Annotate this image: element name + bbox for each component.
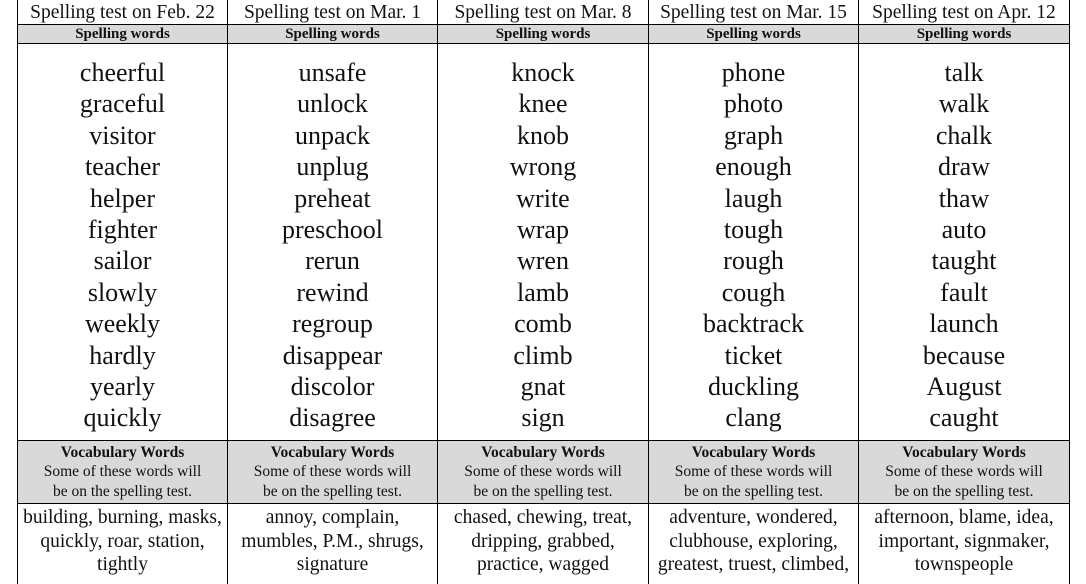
spelling-word: sign xyxy=(521,403,565,433)
vocabulary-header xyxy=(17,441,227,504)
spelling-word: write xyxy=(516,183,570,213)
spelling-word: knock xyxy=(511,58,575,87)
spelling-word-list xyxy=(648,44,858,441)
spelling-word: comb xyxy=(514,309,572,339)
spelling-words-header-row xyxy=(17,25,1070,44)
vocabulary-header xyxy=(437,441,648,504)
spelling-word: knee xyxy=(518,89,568,119)
vocabulary-header xyxy=(227,441,437,504)
spelling-word-list xyxy=(858,44,1070,441)
spelling-word: tough xyxy=(723,215,784,245)
spelling-words-label: Spelling words xyxy=(437,25,648,44)
vocabulary-note: Some of these words will xyxy=(464,463,622,480)
vocabulary-note: be on the spelling test. xyxy=(262,483,403,500)
vocabulary-title: Vocabulary Words xyxy=(481,444,605,461)
test-date-title: Spelling test on Mar. 15 xyxy=(648,0,858,25)
spelling-word: walk xyxy=(938,89,990,119)
vocabulary-header xyxy=(648,441,858,504)
spelling-word: unpack xyxy=(294,120,371,150)
test-date-title: Spelling test on Mar. 1 xyxy=(227,0,437,25)
spelling-word: wrong xyxy=(509,152,577,182)
spelling-word: talk xyxy=(944,58,984,87)
spelling-word: enough xyxy=(715,152,792,182)
spelling-word: quickly xyxy=(83,403,162,433)
spelling-word: visitor xyxy=(89,120,156,150)
spelling-words-label: Spelling words xyxy=(17,25,227,44)
vocabulary-note: be on the spelling test. xyxy=(683,483,824,500)
spelling-word: sailor xyxy=(93,246,152,276)
vocabulary-header xyxy=(858,441,1070,504)
vocabulary-words: afternoon, blame, idea, important, signmaker, townspeople xyxy=(858,504,1070,584)
spelling-word: cough xyxy=(721,277,786,307)
vocabulary-note: be on the spelling test. xyxy=(894,483,1034,500)
spelling-word-list xyxy=(17,44,227,441)
spelling-words-label: Spelling words xyxy=(648,25,858,44)
vocabulary-note: be on the spelling test. xyxy=(473,483,613,500)
vocabulary-words-row xyxy=(17,504,1070,584)
spelling-word: laugh xyxy=(724,183,783,213)
spelling-word: unlock xyxy=(297,89,368,119)
spelling-word: wrap xyxy=(517,215,569,245)
spelling-word: hardly xyxy=(89,340,156,370)
spelling-word: regroup xyxy=(292,309,373,339)
vocabulary-note: be on the spelling test. xyxy=(52,483,193,500)
spelling-word: rerun xyxy=(305,246,360,276)
vocabulary-title: Vocabulary Words xyxy=(270,444,395,461)
spelling-word: backtrack xyxy=(702,309,805,339)
spelling-word: disappear xyxy=(282,340,383,370)
spelling-word: clang xyxy=(725,403,782,433)
spelling-words-label: Spelling words xyxy=(858,25,1070,44)
spelling-word: fighter xyxy=(87,215,158,245)
vocabulary-note: Some of these words will xyxy=(253,463,412,480)
test-date-row xyxy=(17,0,1070,25)
spelling-word: yearly xyxy=(90,372,155,402)
spelling-word: helper xyxy=(90,183,155,213)
spelling-word-list xyxy=(437,44,648,441)
spelling-word: phone xyxy=(721,58,786,87)
spelling-word: thaw xyxy=(938,183,990,213)
spelling-word: graceful xyxy=(79,89,166,119)
vocabulary-title: Vocabulary Words xyxy=(60,444,185,461)
test-date-title: Spelling test on Mar. 8 xyxy=(437,0,648,25)
spelling-word: slowly xyxy=(87,277,158,307)
spelling-words-row xyxy=(17,44,1070,441)
spelling-word: photo xyxy=(723,89,784,119)
spelling-word: disagree xyxy=(289,403,376,433)
test-date-title: Spelling test on Apr. 12 xyxy=(858,0,1070,25)
vocabulary-words: adventure, wondered, clubhouse, exploring, greatest, truest, climbed, xyxy=(648,504,858,584)
spelling-word-list xyxy=(227,44,437,441)
vocabulary-words: chased, chewing, treat, dripping, grabbed, practice, wagged xyxy=(437,504,648,584)
vocabulary-note: Some of these words will xyxy=(43,463,202,480)
vocabulary-words: annoy, complain, mumbles, P.M., shrugs, signature xyxy=(227,504,437,584)
spelling-word: launch xyxy=(929,309,999,339)
spelling-word: duckling xyxy=(708,372,799,402)
vocabulary-note: Some of these words will xyxy=(885,463,1043,480)
vocabulary-words: building, burning, masks, quickly, roar, station, tightly xyxy=(17,504,227,584)
spelling-table xyxy=(17,0,1070,584)
vocabulary-title: Vocabulary Words xyxy=(902,444,1026,461)
spelling-word: unsafe xyxy=(298,58,367,87)
spelling-word: rough xyxy=(723,246,784,276)
spelling-word: cheerful xyxy=(79,58,166,87)
spelling-word: preschool xyxy=(281,215,384,245)
spelling-word: teacher xyxy=(84,152,161,182)
test-date-title: Spelling test on Feb. 22 xyxy=(17,0,227,25)
vocabulary-note: Some of these words will xyxy=(674,463,833,480)
spelling-word: taught xyxy=(931,246,997,276)
vocabulary-header-row xyxy=(17,441,1070,504)
spelling-word: lamb xyxy=(517,277,569,307)
spelling-word: wren xyxy=(517,246,569,276)
spelling-words-label: Spelling words xyxy=(227,25,437,44)
spelling-word: weekly xyxy=(84,309,161,339)
spelling-word: gnat xyxy=(520,372,566,402)
spelling-word: rewind xyxy=(296,277,369,307)
spelling-word: climb xyxy=(513,340,573,370)
spelling-word: ticket xyxy=(724,340,783,370)
spelling-word: unplug xyxy=(296,152,369,182)
spelling-word: because xyxy=(922,340,1006,370)
spelling-word: draw xyxy=(938,152,990,182)
spelling-word: discolor xyxy=(290,372,375,402)
spelling-word: caught xyxy=(929,403,999,433)
spelling-word: chalk xyxy=(935,120,993,150)
vocabulary-title: Vocabulary Words xyxy=(691,444,816,461)
spelling-word: graph xyxy=(723,120,784,150)
spelling-word: fault xyxy=(940,277,988,307)
spelling-word: August xyxy=(926,372,1002,402)
spelling-word: knob xyxy=(517,120,569,150)
spelling-word: preheat xyxy=(294,183,371,213)
spelling-word: auto xyxy=(941,215,987,245)
